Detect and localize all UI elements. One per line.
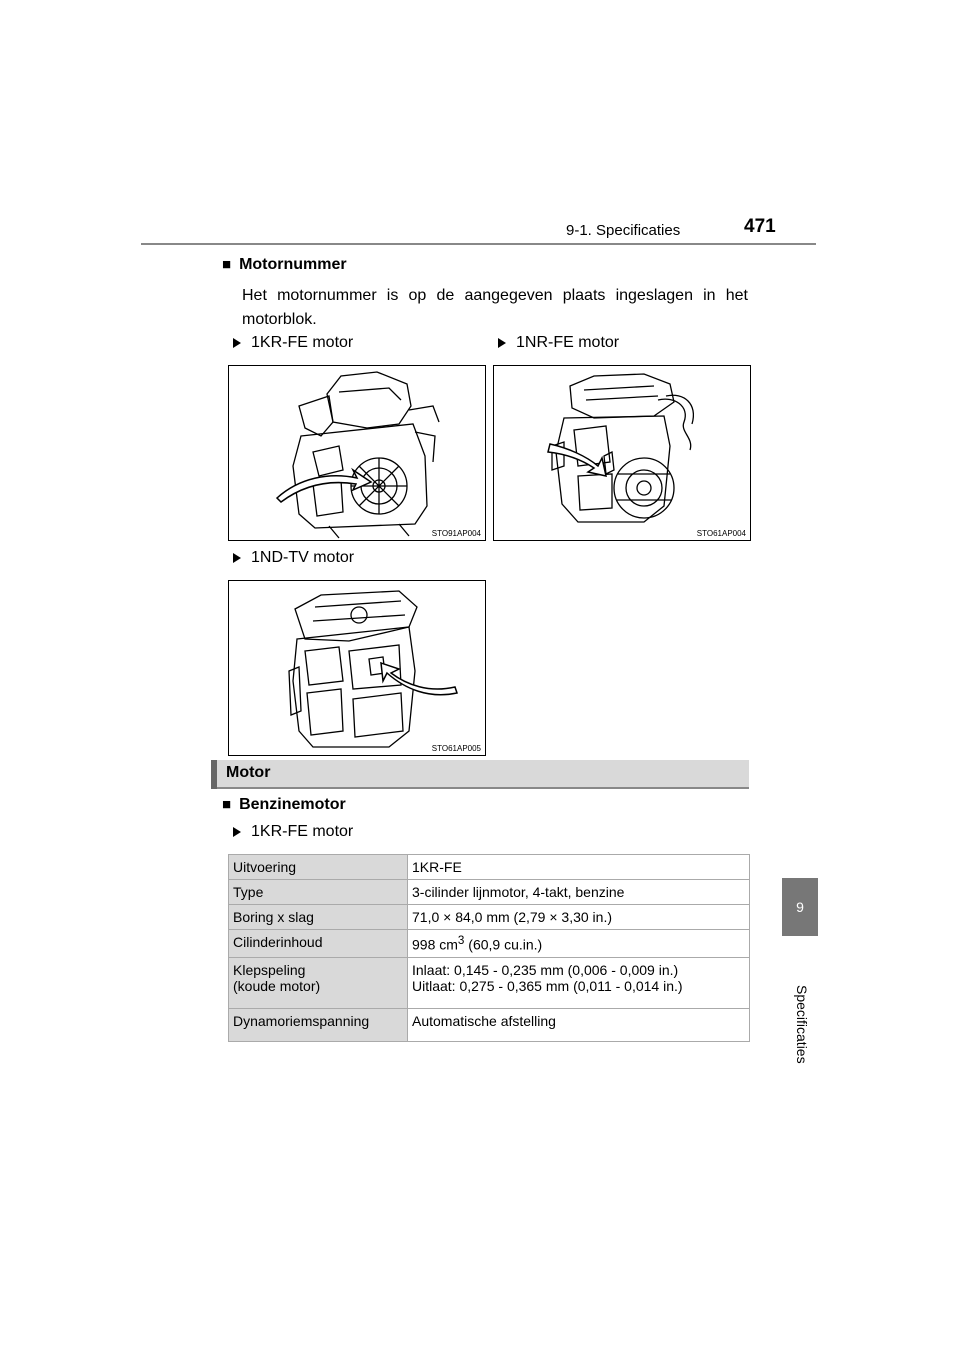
table-value: 1KR-FE xyxy=(408,855,750,880)
square-bullet-icon: ■ xyxy=(222,256,232,273)
header-rule xyxy=(141,243,816,245)
engine-illustration-icon xyxy=(494,366,750,540)
arrow-bullet-icon xyxy=(233,553,241,563)
section-title: 9-1. Specificaties xyxy=(566,222,681,239)
figure-code: STO61AP005 xyxy=(431,744,481,753)
table-value: Automatische afstelling xyxy=(408,1008,750,1041)
arrow-bullet-icon xyxy=(233,827,241,837)
engine-figure-1nd xyxy=(228,580,486,756)
motornummer-text: Het motornummer is op de aangegeven plaats ingeslagen in het motorblok. xyxy=(242,287,748,328)
square-bullet-icon: ■ xyxy=(222,796,232,813)
chapter-label: Specificaties xyxy=(794,985,810,1064)
table-value: Inlaat: 0,145 - 0,235 mm (0,006 - 0,009 in.) Uitlaat: 0,275 - 0,365 mm (0,011 - 0,014 in.) xyxy=(408,957,750,1008)
table-row xyxy=(229,957,750,1008)
table-value: 71,0 × 84,0 mm (2,79 × 3,30 in.) xyxy=(408,905,750,930)
benzine-heading: ■ Benzinemotor xyxy=(222,796,346,813)
arrow-bullet-icon xyxy=(498,338,506,348)
table-row xyxy=(229,880,750,905)
table-key: Klepspeling (koude motor) xyxy=(229,957,408,1008)
table-row xyxy=(229,1008,750,1041)
figure-label-1kr: 1KR-FE motor xyxy=(233,334,353,352)
section-header-motor xyxy=(211,760,749,789)
figure-label-1nd: 1ND-TV motor xyxy=(233,549,354,567)
table-row xyxy=(229,905,750,930)
section-header-title: Motor xyxy=(226,764,271,781)
table-key: Cilinderinhoud xyxy=(229,930,408,958)
motornummer-heading: ■ Motornummer xyxy=(222,256,347,273)
engine-illustration-icon xyxy=(229,366,485,540)
arrow-bullet-icon xyxy=(233,338,241,348)
figure-code: STO61AP004 xyxy=(696,529,746,538)
figure-code: STO91AP004 xyxy=(431,529,481,538)
page-number: 471 xyxy=(744,216,776,237)
table-row xyxy=(229,930,750,958)
benzine-subheading: 1KR-FE motor xyxy=(233,823,353,841)
figure-label-1nr: 1NR-FE motor xyxy=(498,334,619,352)
table-key: Boring x slag xyxy=(229,905,408,930)
table-row xyxy=(229,855,750,880)
engine-figure-1nr xyxy=(493,365,751,541)
engine-illustration-icon xyxy=(229,581,485,755)
table-key: Type xyxy=(229,880,408,905)
table-value: 3-cilinder lijnmotor, 4-takt, benzine xyxy=(408,880,750,905)
table-value: 998 $cm^3$ (60,9 cu.in.) xyxy=(408,930,750,958)
section-marker xyxy=(211,760,217,789)
table-key: Dynamoriemspanning xyxy=(229,1008,408,1041)
engine-figure-1kr xyxy=(228,365,486,541)
spec-table xyxy=(228,854,750,1042)
chapter-tab[interactable]: 9 xyxy=(782,878,818,936)
table-key: Uitvoering xyxy=(229,855,408,880)
